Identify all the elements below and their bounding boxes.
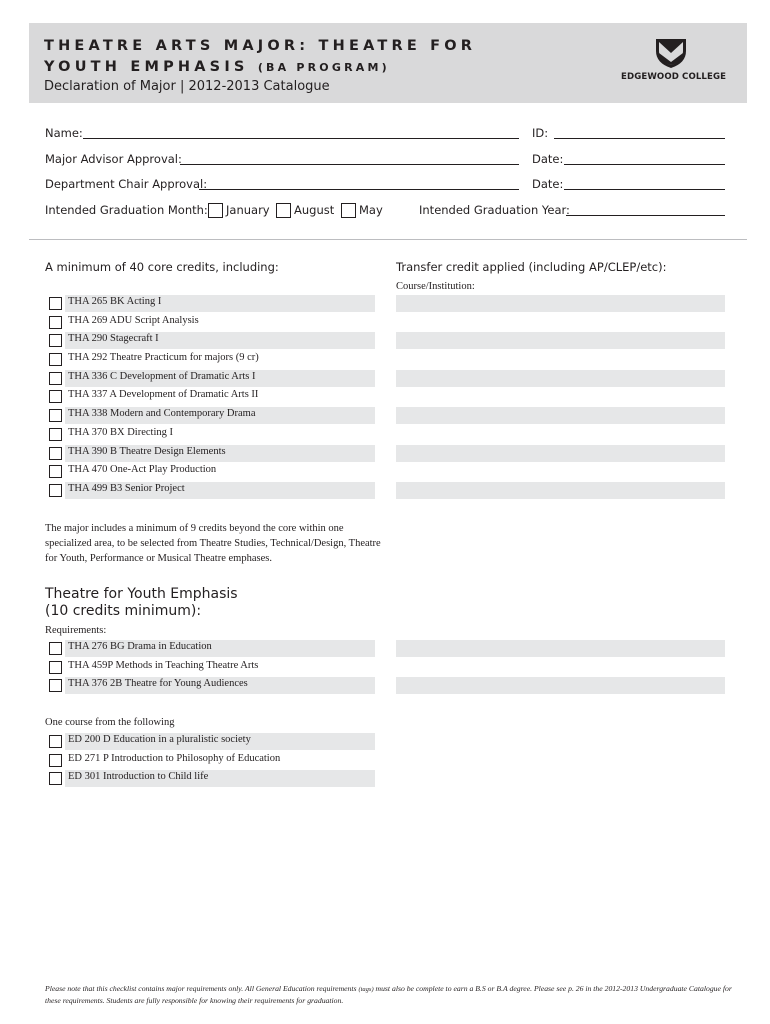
course-checkbox[interactable] xyxy=(49,409,62,422)
date1-field[interactable] xyxy=(564,164,725,165)
divider xyxy=(29,239,747,240)
core-course-list xyxy=(45,294,375,500)
list-item xyxy=(45,732,375,751)
course-label: THA 290 Stagecraft I xyxy=(68,333,159,345)
course-label: ED 271 P Introduction to Philosophy of Education xyxy=(68,752,281,764)
course-checkbox[interactable] xyxy=(49,353,62,366)
transfer-subheading: Course/Institution: xyxy=(396,281,475,292)
month-may: May xyxy=(359,203,383,217)
list-item xyxy=(45,751,375,770)
list-item xyxy=(45,369,375,388)
footer-text-2: must also be complete to earn a B.S or B.A degree. Please see p. 26 in the 2012-2013 Undergraduate Catalogue for these requirements. Students are fully responsible for knowing their requirements for graduation. xyxy=(45,984,732,1005)
course-checkbox[interactable] xyxy=(49,465,62,478)
course-label: THA 269 ADU Script Analysis xyxy=(68,314,199,326)
course-checkbox[interactable] xyxy=(49,334,62,347)
list-item xyxy=(45,658,375,677)
date1-label: Date: xyxy=(532,152,564,166)
course-label: THA 265 BK Acting I xyxy=(68,296,162,307)
name-label: Name: xyxy=(45,126,83,140)
requirements-transfer-list xyxy=(396,639,725,695)
course-label: THA 459P Methods in Teaching Theatre Arts xyxy=(68,659,259,671)
course-label: THA 370 BX Directing I xyxy=(68,426,173,438)
page-subtitle: Declaration of Major | 2012-2013 Catalogue xyxy=(44,79,330,94)
course-checkbox[interactable] xyxy=(49,447,62,460)
logo-text: EDGEWOOD COLLEGE xyxy=(621,72,727,82)
chair-label: Department Chair Approval: xyxy=(45,177,208,191)
transfer-row[interactable] xyxy=(396,481,725,500)
list-item xyxy=(45,769,375,788)
list-item xyxy=(45,406,375,425)
shield-icon xyxy=(654,37,688,69)
title-program: (BA PROGRAM) xyxy=(257,61,390,74)
list-item xyxy=(45,294,375,313)
month-august: August xyxy=(294,203,335,217)
footer-tags: (tags) xyxy=(358,986,374,993)
transfer-row[interactable] xyxy=(396,294,725,313)
transfer-row[interactable] xyxy=(396,313,725,332)
checkbox-august[interactable] xyxy=(276,203,291,218)
chair-field[interactable] xyxy=(199,189,519,190)
course-label: THA 499 B3 Senior Project xyxy=(68,482,185,494)
list-item xyxy=(45,639,375,658)
requirements-list xyxy=(45,639,375,695)
transfer-row[interactable] xyxy=(396,387,725,406)
emphasis-title-line-2: (10 credits minimum): xyxy=(45,603,202,619)
course-checkbox[interactable] xyxy=(49,735,62,748)
emphasis-title xyxy=(45,586,238,620)
course-label: THA 336 C Development of Dramatic Arts I xyxy=(68,370,256,382)
transfer-row[interactable] xyxy=(396,406,725,425)
course-checkbox[interactable] xyxy=(49,297,62,310)
course-checkbox[interactable] xyxy=(49,484,62,497)
course-checkbox[interactable] xyxy=(49,754,62,767)
footer-note xyxy=(45,983,735,1006)
advisor-field[interactable] xyxy=(180,164,519,165)
transfer-row[interactable] xyxy=(396,331,725,350)
college-logo xyxy=(621,37,731,82)
id-field[interactable] xyxy=(554,138,725,139)
month-january: January xyxy=(226,203,270,217)
core-heading: A minimum of 40 core credits, including: xyxy=(45,260,279,274)
list-item xyxy=(45,481,375,500)
course-label: THA 276 BG Drama in Education xyxy=(68,641,212,652)
transfer-row[interactable] xyxy=(396,639,725,658)
grad-month-label: Intended Graduation Month: xyxy=(45,203,208,217)
list-item xyxy=(45,387,375,406)
course-label: THA 337 A Development of Dramatic Arts II xyxy=(68,389,259,401)
page-title xyxy=(44,36,476,78)
course-label: THA 292 Theatre Practicum for majors (9 cr) xyxy=(68,352,259,364)
list-item xyxy=(45,444,375,463)
requirements-label: Requirements: xyxy=(45,625,107,636)
grad-year-field[interactable] xyxy=(566,215,725,216)
date2-label: Date: xyxy=(532,177,564,191)
date2-field[interactable] xyxy=(564,189,725,190)
title-line-1: THEATRE ARTS MAJOR: THEATRE FOR xyxy=(44,38,477,54)
checkbox-january[interactable] xyxy=(208,203,223,218)
list-item xyxy=(45,331,375,350)
choice-list xyxy=(45,732,375,788)
name-field[interactable] xyxy=(83,138,519,139)
course-label: THA 376 2B Theatre for Young Audiences xyxy=(68,678,248,690)
header-banner xyxy=(29,23,747,103)
grad-year-label: Intended Graduation Year: xyxy=(419,203,570,217)
course-label: THA 338 Modern and Contemporary Drama xyxy=(68,408,256,420)
course-checkbox[interactable] xyxy=(49,772,62,785)
transfer-row[interactable] xyxy=(396,369,725,388)
course-label: THA 390 B Theatre Design Elements xyxy=(68,445,226,457)
list-item xyxy=(45,462,375,481)
transfer-row[interactable] xyxy=(396,462,725,481)
core-note: The major includes a minimum of 9 credits beyond the core within one specialized area, to be selected from Theatre Studies, Technical/Design, Theatre for Youth, Performance or Musical Theatre emphases. xyxy=(45,523,381,564)
transfer-row[interactable] xyxy=(396,444,725,463)
course-label: ED 200 D Education in a pluralistic society xyxy=(68,734,251,745)
transfer-row[interactable] xyxy=(396,658,725,677)
emphasis-title-line-1: Theatre for Youth Emphasis xyxy=(45,586,238,602)
transfer-row[interactable] xyxy=(396,350,725,369)
transfer-credit-list xyxy=(396,294,725,500)
course-label: ED 301 Introduction to Child life xyxy=(68,771,209,783)
course-label: THA 470 One-Act Play Production xyxy=(68,464,217,476)
list-item xyxy=(45,676,375,695)
choice-label: One course from the following xyxy=(45,717,175,728)
advisor-label: Major Advisor Approval: xyxy=(45,152,182,166)
checkbox-may[interactable] xyxy=(341,203,356,218)
id-label: ID: xyxy=(532,126,549,140)
course-checkbox[interactable] xyxy=(49,372,62,385)
transfer-row[interactable] xyxy=(396,425,725,444)
list-item xyxy=(45,350,375,369)
list-item xyxy=(45,313,375,332)
course-checkbox[interactable] xyxy=(49,642,62,655)
course-checkbox[interactable] xyxy=(49,661,62,674)
course-checkbox[interactable] xyxy=(49,316,62,329)
course-checkbox[interactable] xyxy=(49,679,62,692)
course-checkbox[interactable] xyxy=(49,390,62,403)
course-checkbox[interactable] xyxy=(49,428,62,441)
title-line-2: YOUTH EMPHASIS xyxy=(44,59,249,75)
transfer-row[interactable] xyxy=(396,676,725,695)
transfer-heading: Transfer credit applied (including AP/CLEP/etc): xyxy=(396,260,667,274)
footer-text-1: Please note that this checklist contains major requirements only. All General Education requirements xyxy=(45,984,357,993)
list-item xyxy=(45,425,375,444)
